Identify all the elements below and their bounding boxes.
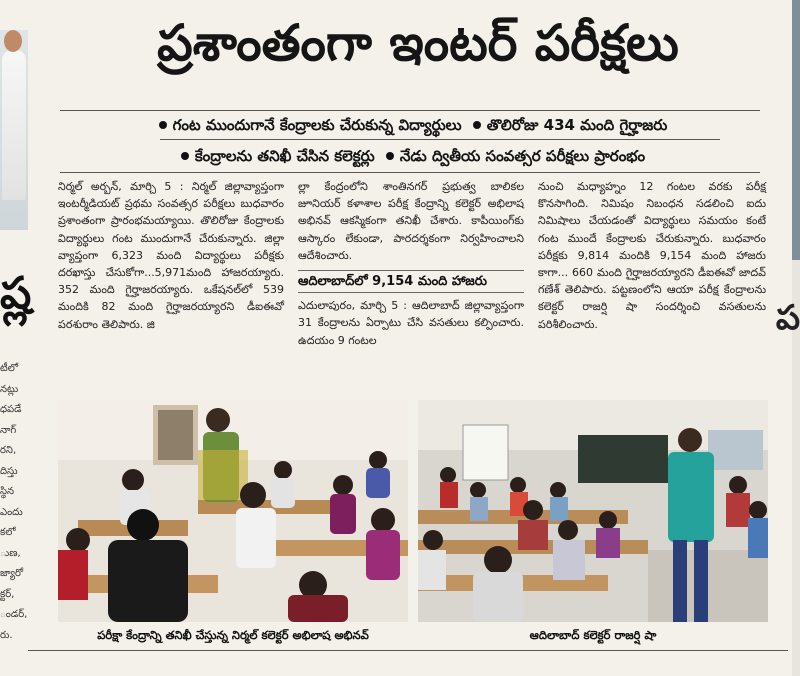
neighbor-right-fragment: ప xyxy=(775,298,800,338)
photo-exam-hall-nirmal xyxy=(58,400,408,622)
page-divider xyxy=(28,650,788,651)
photo-caption-right: ఆదిలాబాద్ కలెక్టర్ రాజర్షి షా xyxy=(529,628,657,642)
neighbor-person-head xyxy=(4,30,22,52)
neighbor-text-fragment: దిస్తు xyxy=(0,465,18,477)
article-column-3 xyxy=(538,178,766,333)
neighbor-text-fragment: ండర్, xyxy=(0,609,28,620)
neighbor-article-left xyxy=(0,0,32,641)
article-column-2 xyxy=(298,178,524,349)
neighbor-text-fragment: ఎందు xyxy=(0,506,23,518)
subhead-bottom-rule xyxy=(60,172,760,173)
neighbor-text-fragment: నట్లు xyxy=(0,383,19,395)
neighbor-photo-right xyxy=(792,0,800,260)
photo-caption-left: పరీక్షా కేంద్రాన్ని తనిఖీ చేస్తున్న నిర్మల్ కలెక్టర్ అభిలాష అభినవ్ xyxy=(97,628,369,642)
neighbor-text-fragment: నాగ్ xyxy=(0,424,17,436)
neighbor-text-fragment: క్టర్, xyxy=(0,588,15,600)
bullet xyxy=(386,152,394,160)
headline-rule xyxy=(60,110,760,111)
subhead-line-2 xyxy=(60,147,760,169)
photo-classroom-adilabad xyxy=(418,400,768,622)
column-2-text-a: ల్లా కేంద్రంలోని శాంతినగర్ ప్రభుత్వ బాలికల జూనియర్ కళాశాల పరీక్ష కేంద్రాన్ని కలెక్టర్ అభిలాష అభినవ్ ఆకస్మికంగా తనిఖీ చేశారు. కాపీయింగ్‌కు ఆస్కారం లేకుండా, పారదర్శకంగా నిర్వహించాలని ఆదేశించారు. xyxy=(298,180,524,262)
headline: ప్రశాంతంగా ఇంటర్ పరీక్షలు xyxy=(157,14,679,72)
neighbor-headline-fragment: ష్ల xyxy=(0,268,32,319)
subhead-3: కేంద్రాలను తనిఖీ చేసిన కలెక్టర్లు xyxy=(194,147,375,165)
subhead-line-1 xyxy=(60,116,760,138)
subhead-1: గంట ముందుగానే కేంద్రాలకు చేరుకున్న విద్యార్థులు xyxy=(172,116,462,134)
neighbor-text-fragment: ుణ, xyxy=(0,547,21,559)
neighbor-text-fragment: స్థిన xyxy=(0,486,15,497)
column-2-text-b: ఎదులాపురం, మార్చి 5 : ఆదిలాబాద్ జిల్లావ్యాప్తంగా 31 కేంద్రాలను ఏర్పాటు చేసి వసతులు కల్పించారు. ఉదయం 9 గంటల xyxy=(298,299,524,347)
neighbor-text-fragment: కలో xyxy=(0,527,16,538)
subhead-2: తొలిరోజు 434 మంది గైర్హాజరు xyxy=(486,116,668,134)
neighbor-text-fragment: రు. xyxy=(0,629,13,641)
bullet xyxy=(181,152,189,160)
subhead-4: నేడు ద్వితీయ సంవత్సర పరీక్షలు ప్రారంభం xyxy=(399,147,646,165)
column-3-text: నుంచి మధ్యాహ్నం 12 గంటల వరకు పరీక్ష కొనసాగింది. నిమిషం నిబంధన సడలించి ఐదు నిమిషాలు చేయడంతో విద్యార్థులు సమయం కంటే గంట ముందే కేంద్రాలకు చేరుకున్నారు. బుధవారం పరీక్షకు 9,814 మందికి 9,154 మంది హాజరు కాగా... 660 మంది గైర్హాజరయ్యారని డీఐఈవో జాదవ్ గణేశ్ తెలిపారు. పట్టణంలోని ఆయా పరీక్ష కేంద్రాలను కలెక్టర్ రాజర్షి షా సందర్శించి వసతులను పరిశీలించారు. xyxy=(538,180,766,331)
neighbor-text-fragment: రని, xyxy=(0,445,17,456)
column-2-subheading: ఆదిలాబాద్‌లో 9,154 మంది హాజరు xyxy=(298,270,524,293)
neighbor-text-fragment: ధపడే xyxy=(0,404,22,415)
article-column-1 xyxy=(58,178,284,333)
neighbor-text-fragment: టీలో xyxy=(0,363,19,374)
bullet xyxy=(159,121,167,129)
subhead-rule xyxy=(160,139,720,140)
neighbor-text-fragment: జ్యారో xyxy=(0,568,24,579)
bullet xyxy=(473,121,481,129)
column-1-text: నిర్మల్ అర్బన్, మార్చి 5 : నిర్మల్ జిల్లావ్యాప్తంగా ఇంటర్మీడియట్ ప్రథమ సంవత్సర పరీక్షలు బుధవారం ప్రశాంతంగా ప్రారంభమయ్యాయి. తొలిరోజు కేంద్రాలకు విద్యార్థులు గంట ముందుగానే చేరుకున్నారు. జిల్లా వ్యాప్తంగా 6,323 మంది విద్యార్థులు పరీక్షకు దరఖాస్తు చేసుకోగా...5,971మంది హాజరయ్యారు. 352 మంది గైర్హాజరయ్యారు. ఒకేషనల్‌లో 539 మందికి 82 మంది గైర్హాజరయ్యారని డీఐఈవో పరశురాం తెలిపారు. జి xyxy=(58,180,284,331)
neighbor-person xyxy=(2,50,26,200)
